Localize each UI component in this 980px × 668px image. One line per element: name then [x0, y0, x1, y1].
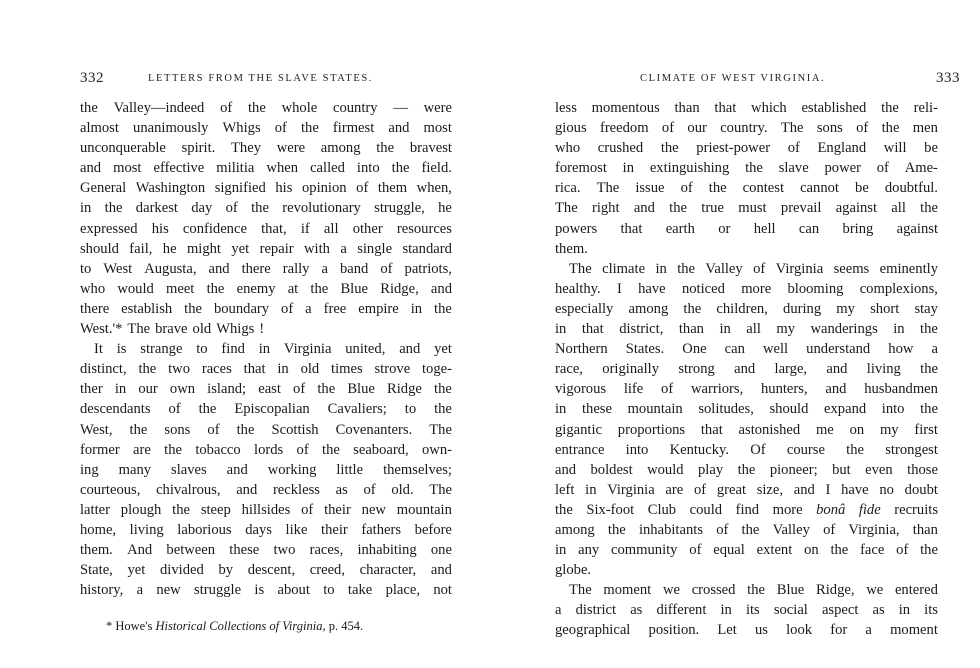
right-running-head — [555, 71, 960, 91]
text-line: rica. The issue of the contest cannot be doubtful. — [555, 180, 938, 197]
text-line: them. And between these two races, inhabiting one — [80, 542, 452, 559]
footnote-title: Historical Collections of Virginia, — [155, 619, 326, 633]
text-line: left in Virginia are of great size, and I have no doubt — [555, 481, 938, 498]
text-line: powers that earth or hell can bring against — [555, 220, 938, 237]
text-line: there establish the boundary of a free empire in the — [80, 300, 452, 317]
text-line: West, the sons of the Scottish Covenanters. The — [80, 421, 452, 438]
text-line: in that district, than in all my wanderings in the — [555, 321, 938, 338]
text-line: them. — [555, 240, 588, 257]
text-line: should fail, he might yet repair with a single standard — [80, 240, 452, 257]
left-page-number: 332 — [80, 70, 104, 86]
text-line: especially among the children, during my short stay — [555, 300, 938, 317]
text-line: and boldest would play the pioneer; but even those — [555, 461, 938, 478]
text-line: race, originally strong and large, and living the — [555, 361, 938, 378]
footnote — [106, 619, 363, 634]
text-line: to West Augusta, and there rally a band of patriots, — [80, 260, 452, 277]
left-running-title: LETTERS FROM THE SLAVE STATES. — [148, 73, 373, 84]
text-line: ther in our own island; east of the Blue Ridge the — [80, 381, 452, 398]
text-line: former are the tobacco lords of the seaboard, own- — [80, 441, 452, 458]
text-line: and most effective militia when called into the field. — [80, 160, 452, 177]
left-running-head — [80, 71, 460, 91]
text-line: latter plough the steep hillsides of their new mountain — [80, 501, 452, 518]
text-line: history, a new struggle is about to take place, not — [80, 582, 452, 599]
text-line: vigorous life of warriors, hunters, and husbandmen — [555, 381, 938, 398]
text-line: foremost in extinguishing the slave power of Ame- — [555, 160, 938, 177]
footnote-page: p. 454. — [328, 619, 364, 633]
text-line: the Six-foot Club could find more bonâ fide recruits — [555, 501, 938, 518]
text-line: geographical position. Let us look for a moment — [555, 622, 938, 639]
text-line: gious freedom of our country. The sons of the men — [555, 120, 938, 137]
text-line: in the darkest day of the revolutionary struggle, he — [80, 200, 452, 217]
right-body-text — [555, 98, 938, 641]
text-line: descendants of the Episcopalian Cavaliers; to the — [80, 401, 452, 418]
text-line: unconquerable spirit. They were among the bravest — [80, 140, 452, 157]
text-line: who crushed the priest-power of England will be — [555, 140, 938, 157]
text-line: in these mountain solitudes, should expand into the — [555, 401, 938, 418]
text-line: globe. — [555, 562, 592, 579]
text-line: the Valley—indeed of the whole country — were — [80, 100, 452, 116]
text-line: distinct, the two races that in old times strove toge- — [80, 361, 452, 378]
text-line: gigantic proportions that astonished me on my first — [555, 421, 938, 438]
text-line: The climate in the Valley of Virginia seems eminently — [569, 260, 938, 277]
text-line: less momentous than that which established the reli- — [555, 100, 938, 116]
text-line: home, living laborious days like their fathers before — [80, 521, 452, 538]
text-line: State, yet divided by descent, creed, character, and — [80, 562, 452, 579]
text-line: expressed his confidence that, if all other resources — [80, 220, 452, 237]
right-page — [515, 0, 980, 668]
text-line: almost unanimously Whigs of the firmest and most — [80, 120, 452, 137]
text-line: The moment we crossed the Blue Ridge, we entered — [569, 582, 938, 599]
footnote-marker: * Howe's — [106, 619, 153, 633]
text-line: healthy. I have noticed more blooming complexions, — [555, 280, 938, 297]
text-line: a district as different in its social aspect as in its — [555, 602, 938, 619]
text-line: entrance into Kentucky. Of course the strongest — [555, 441, 938, 458]
right-page-number: 333 — [936, 70, 960, 86]
text-line: courteous, chivalrous, and reckless as of old. The — [80, 481, 452, 498]
text-line: who would meet the enemy at the Blue Ridge, and — [80, 280, 452, 297]
text-line: The right and the true must prevail against all the — [555, 200, 938, 217]
text-line: ing many slaves and working little themselves; — [80, 461, 452, 478]
text-line: Northern States. One can well understand how a — [555, 341, 938, 358]
text-line: General Washington signified his opinion of them when, — [80, 180, 452, 197]
text-line: West.'* The brave old Whigs ! — [80, 321, 265, 338]
text-line: It is strange to find in Virginia united, and yet — [94, 341, 452, 358]
text-line: in any community of equal extent on the face of the — [555, 542, 938, 559]
text-line: among the inhabitants of the Valley of Virginia, than — [555, 521, 938, 538]
left-body-text — [80, 98, 452, 600]
right-running-title: CLIMATE OF WEST VIRGINIA. — [640, 73, 826, 84]
